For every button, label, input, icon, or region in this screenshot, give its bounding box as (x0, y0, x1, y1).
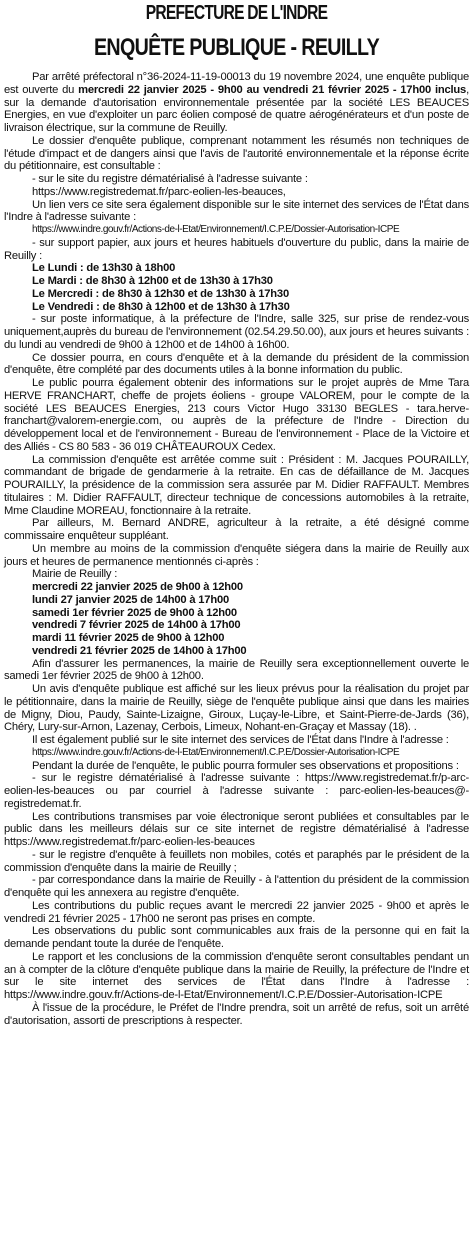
opening-hours-list (4, 262, 469, 313)
commission-paragraph: La commission d'enquête est arrêtée comme suit : Président : M. Jacques POURAILLY, commandant de brigade de gendarmerie à la retraite. En cas de défaillance de M. Jacques POURAILLY, la présidence de la commission sera assurée par M. Didier RAFFAULT. Membres titulaires : M. Didier RAFFAULT, directeur technique de concessions automobiles à la retraite, Mme Claudine MOREAU, fonctionnaire à la retraite. (4, 453, 469, 517)
permanence-item: vendredi 7 février 2025 de 14h00 à 17h00 (32, 619, 241, 632)
register-url: https://www.registredemat.fr/parc-eolien-les-beauces, (32, 185, 286, 198)
dossier-paragraph: Le dossier d'enquête publique, comprenant notamment les résumés non techniques de l'étude d'impact et de dangers ainsi que l'avis de l'autorité environnementale et la réponse écrite du pétitionnaire, est consultable : (4, 134, 469, 173)
opening-hours-item: Le Lundi : de 13h30 à 18h00 (32, 262, 176, 275)
permanence-item: vendredi 21 février 2025 de 14h00 à 17h00 (32, 644, 247, 657)
observations-paragraph: Pendant la durée de l'enquête, le public pourra formuler ses observations et propositions : (32, 759, 459, 772)
conclusion-paragraph: À l'issue de la procédure, le Préfet de l'Indre prendra, soit un arrêté de refus, soit un arrêté d'autorisation, assorti de prescriptions à respecter. (4, 1001, 469, 1027)
electronic-contributions-paragraph: Les contributions transmises par voie électronique seront publiées et consultables par le public dans les meilleurs délais sur ce site internet de registre dématérialisé à l'adresse https://www.registredemat.fr/parc-eolien-les-beauces (4, 810, 469, 848)
computer-access-paragraph: - sur poste informatique, à la préfecture de l'Indre, salle 325, sur prise de rendez-vous uniquement,auprès du bureau de l'environnement (02.54.29.50.00), aux jours et heures suivants : du lundi au vendredi de 9h00 à 12h00 et de 14h00 à 16h00. (4, 313, 469, 351)
publication-paragraph: Il est également publié sur le site internet des services de l'État dans l'Indre à l'adresse : (32, 734, 449, 746)
communicable-paragraph: Les observations du public sont communicables aux frais de la personne qui en fait la demande pendant toute la durée de l'enquête. (4, 925, 469, 950)
mairie-label: Mairie de Reuilly : (32, 568, 118, 581)
dematerialized-register-line: - sur le site du registre dématérialisé à l'adresse suivante : (32, 173, 308, 185)
online-register-paragraph: - sur le registre dématérialisé à l'adresse suivante : https://www.registredemat.fr/p-arc-eolien-les-beauces ou par courriel à l'adresse suivante : parc-eolien-les-beauces@-registredemat.fr. (4, 772, 469, 810)
permanence-list (4, 581, 469, 658)
state-link-paragraph: Un lien vers ce site sera également disponible sur le site internet des services de l'État dans l'Indre à l'adresse suivante : (4, 198, 469, 224)
report-paragraph: Le rapport et les conclusions de la commission d'enquête seront consultables pendant un an à compter de la clôture d'enquête publique dans la mairie de Reuilly, la préfecture de l'Indre et sur le site internet des services de l'État dans l'Indre à l'adresse : https://www.indre.gouv.fr/Actions-de-l-Etat/Environnement/I.C.P.E/Dossier-Autorisation-ICPE (4, 950, 469, 1001)
deadline-paragraph: Les contributions du public reçues avant le mercredi 22 janvier 2025 - 9h00 et après le vendredi 21 février 2025 - 17h00 ne seront pas prises en compte. (4, 899, 469, 925)
correspondence-paragraph: - par correspondance dans la mairie de Reuilly - à l'attention du président de la commission d'enquête qui les annexera au registre d'enquête. (4, 874, 469, 899)
contact-paragraph: Le public pourra également obtenir des informations sur le projet auprès de Mme Tara HERVE FRANCHART, cheffe de projets éoliens - groupe VALOREM, pour le compte de la société LES BEAUCES Energies, 213 cours Victor Hugo 33130 BEGLES - tara.herve-franchart@valorem-energie.com, ou auprès de la préfecture de l'Indre - Direction du développement local et de l'environnement - Bureau de l'environnement - Place de la Victoire et des Alliés - CS 80 583 - 36 019 CHÂTEAUROUX Cedex. (4, 377, 469, 453)
permanence-item: samedi 1er février 2025 de 9h00 à 12h00 (32, 606, 237, 619)
permanence-item: mercredi 22 janvier 2025 de 9h00 à 12h00 (32, 581, 243, 593)
posting-paragraph: Un avis d'enquête publique est affiché sur les lieux prévus pour la réalisation du projet par le pétitionnaire, dans la mairie de Reuilly, siège de l'enquête publique ainsi que dans les mairies de Migny, Diou, Paudy, Sainte-Lizaigne, Giroux, Luçay-le-Libre, et Saint-Pierre-de-Jards (36), Chéry, Lury-sur-Arnon, Lazenay, Cerbois, Limeux, Nohant-en-Graçay et Massay (18). . (4, 683, 469, 734)
state-site-url-2: https://www.indre.gouv.fr/Actions-de-l-Etat/Environnement/I.C.P.E/Dossier-Autorisation-ICPE (32, 746, 400, 758)
intro-paragraph (4, 71, 469, 135)
intro-text-end: , sur la demande d'autorisation environnementale présentée par la société LES BEAUCES Energies, en vue d'exploiter un parc éolien composé de quatre aérogénérateurs et d'un poste de livraison électrique, sur la commune de Reuilly. (4, 83, 469, 134)
permanence-item: mardi 11 février 2025 de 9h00 à 12h00 (32, 632, 225, 644)
prefecture-heading: PREFECTURE DE L'INDRE (145, 2, 328, 24)
opening-hours-item: Le Vendredi : de 8h30 à 12h00 et de 13h30 à 17h30 (32, 300, 290, 313)
enquiry-dates: mercredi 22 janvier 2025 - 9h00 au vendredi 21 février 2025 - 17h00 inclus (78, 83, 467, 96)
permanence-item: lundi 27 janvier 2025 de 14h00 à 17h00 (32, 593, 229, 606)
substitute-paragraph: Par ailleurs, M. Bernard ANDRE, agriculteur à la retraite, a été désigné comme commissaire enquêteur suppléant. (4, 517, 469, 542)
intro-text: Par arrêté préfectoral n°36-2024-11-19-00013 du 19 novembre 2024, une enquête publique est ouverte du (4, 71, 469, 96)
exceptional-opening-paragraph: Afin d'assurer les permanences, la mairie de Reuilly sera exceptionnellement ouverte le samedi 1er février 2025 de 9h00 à 12h00. (4, 657, 469, 683)
state-site-url: https://www.indre.gouv.fr/Actions-de-l-Etat/Environnement/I.C.P.E/Dossier-Autorisation-ICPE (32, 224, 400, 235)
paper-register-paragraph: - sur le registre d'enquête à feuillets non mobiles, cotés et paraphés par le président de la commission d'enquête dans la mairie de Reuilly ; (4, 848, 469, 874)
permanence-intro-paragraph: Un membre au moins de la commission d'enquête siégera dans la mairie de Reuilly aux jours et heures de permanence mentionnés ci-après : (4, 542, 469, 568)
opening-hours-item: Le Mardi : de 8h30 à 12h00 et de 13h30 à 17h30 (32, 275, 273, 287)
paper-support-paragraph: - sur support papier, aux jours et heures habituels d'ouverture du public, dans la mairie de Reuilly : (4, 236, 469, 262)
opening-hours-item: Le Mercredi : de 8h30 à 12h30 et de 13h30 à 17h30 (32, 287, 289, 300)
notice-title: ENQUÊTE PUBLIQUE - REUILLY (93, 34, 380, 61)
dossier-complement-paragraph: Ce dossier pourra, en cours d'enquête et à la demande du président de la commission d'enquête, être complété par des documents utiles à la bonne information du public. (4, 351, 469, 377)
